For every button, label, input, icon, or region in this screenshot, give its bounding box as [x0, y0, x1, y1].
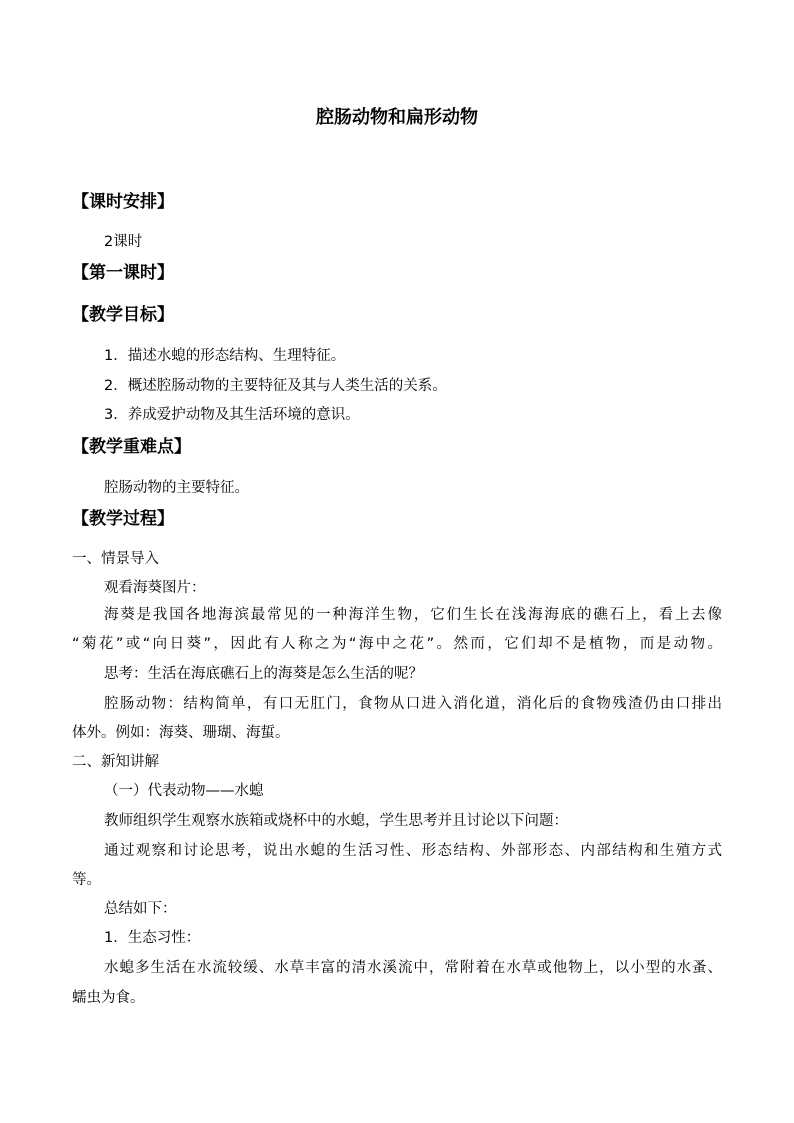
section-2-para-3: 总结如下：	[104, 901, 177, 917]
keypoints-text: 腔肠动物的主要特征。	[104, 480, 249, 496]
goal-item-2: 2．概述腔肠动物的主要特征及其与人类生活的关系。	[104, 378, 447, 394]
section-1-title: 一、情景导入	[72, 551, 159, 567]
heading-process: 【教学过程】	[72, 509, 174, 529]
goal-item-1: 1．描述水螅的形态结构、生理特征。	[104, 348, 346, 364]
section-1-para-2-line-2: “菊花”或“向日葵”，因此有人称之为“海中之花”。然而，它们却不是植物，而是动物。	[72, 636, 722, 652]
section-2-para-5-line-2: 蠕虫为食。	[72, 990, 145, 1006]
section-2-para-2-line-2: 等。	[72, 872, 101, 888]
section-2-para-1: 教师组织学生观察水族箱或烧杯中的水螅，学生思考并且讨论以下问题：	[104, 813, 568, 829]
section-1-para-4-line-1: 腔肠动物：结构简单，有口无肛门，食物从口进入消化道，消化后的食物残渣仍由口排出	[104, 696, 722, 712]
schedule-text: 2课时	[104, 234, 143, 250]
document-title: 腔肠动物和扁形动物	[316, 107, 478, 128]
section-2-subtitle: （一）代表动物——水螅	[104, 783, 264, 799]
section-2-para-4: 1．生态习性：	[104, 930, 201, 946]
heading-keypoints: 【教学重难点】	[72, 437, 191, 457]
heading-first-lesson: 【第一课时】	[72, 263, 174, 283]
section-2-title: 二、新知讲解	[72, 754, 159, 770]
section-1-para-2-line-1: 海葵是我国各地海滨最常见的一种海洋生物，它们生长在浅海海底的礁石上，看上去像	[104, 607, 722, 623]
heading-schedule: 【课时安排】	[72, 192, 174, 212]
goal-item-3: 3．养成爱护动物及其生活环境的意识。	[104, 407, 360, 423]
heading-goals: 【教学目标】	[72, 305, 174, 325]
section-2-para-5-line-1: 水螅多生活在水流较缓、水草丰富的清水溪流中，常附着在水草或他物上，以小型的水蚤、	[104, 960, 722, 976]
section-1-para-1: 观看海葵图片：	[104, 580, 206, 596]
section-1-para-4-line-2: 体外。例如：海葵、珊瑚、海蜇。	[72, 725, 290, 741]
section-1-para-3: 思考：生活在海底礁石上的海葵是怎么生活的呢？	[104, 666, 423, 682]
section-2-para-2-line-1: 通过观察和讨论思考，说出水螅的生活习性、形态结构、外部形态、内部结构和生殖方式	[104, 843, 722, 859]
